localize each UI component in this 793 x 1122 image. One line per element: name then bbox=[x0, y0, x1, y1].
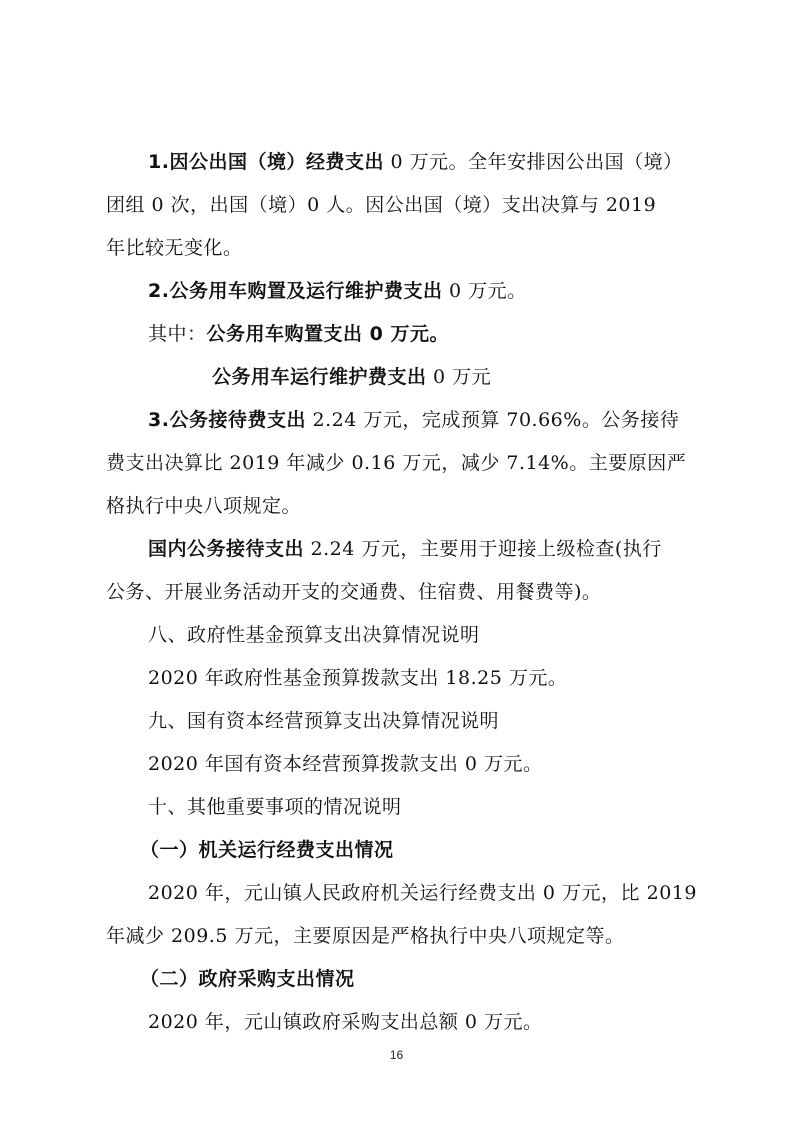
paragraph-vehicle bbox=[148, 279, 738, 303]
vehicle-expense-text: 0 万元。 bbox=[442, 280, 527, 302]
subsection-heading-10-2: （二）政府采购支出情况 bbox=[140, 968, 355, 990]
paragraph-10-1-line-1: 2020 年，元山镇人民政府机关运行经费支出 0 万元，比 2019 bbox=[148, 882, 697, 904]
of-which-label: 其中： bbox=[148, 323, 207, 345]
domestic-reception-text: 2.24 万元，主要用于迎接上级检查(执行 bbox=[304, 538, 662, 560]
paragraph-10-2: 2020 年，元山镇政府采购支出总额 0 万元。 bbox=[148, 1011, 543, 1033]
page-number: 16 bbox=[389, 1048, 404, 1062]
paragraph-overseas-line-1 bbox=[148, 150, 738, 174]
reception-expense-heading: 3.公务接待费支出 bbox=[148, 409, 306, 431]
vehicle-purchase-text: 公务用车购置支出 0 万元。 bbox=[206, 323, 449, 345]
paragraph-section-8: 2020 年政府性基金预算拨款支出 18.25 万元。 bbox=[148, 667, 568, 689]
paragraph-section-9: 2020 年国有资本经营预算拨款支出 0 万元。 bbox=[148, 753, 543, 775]
paragraph-domestic-reception-line-1 bbox=[148, 537, 738, 561]
paragraph-reception-line-3: 格执行中央八项规定。 bbox=[106, 495, 302, 517]
vehicle-expense-heading: 2.公务用车购置及运行维护费支出 bbox=[148, 280, 443, 302]
subsection-heading-10-1: （一）机关运行经费支出情况 bbox=[140, 839, 394, 861]
reception-expense-text: 2.24 万元，完成预算 70.66%。公务接待 bbox=[305, 409, 680, 431]
paragraph-overseas-line-3: 年比较无变化。 bbox=[106, 237, 243, 259]
paragraph-overseas-line-2: 团组 0 次，出国（境）0 人。因公出国（境）支出决算与 2019 bbox=[106, 194, 657, 216]
paragraph-reception-line-2: 费支出决算比 2019 年减少 0.16 万元，减少 7.14%。主要原因严 bbox=[106, 452, 687, 474]
domestic-reception-heading: 国内公务接待支出 bbox=[148, 538, 305, 560]
paragraph-vehicle-maintenance bbox=[212, 365, 793, 389]
paragraph-10-1-line-2: 年减少 209.5 万元，主要原因是严格执行中央八项规定等。 bbox=[106, 925, 625, 947]
section-heading-8: 八、政府性基金预算支出决算情况说明 bbox=[148, 624, 480, 646]
paragraph-reception-line-1 bbox=[148, 408, 738, 432]
paragraph-vehicle-purchase bbox=[148, 322, 738, 346]
vehicle-maintenance-heading: 公务用车运行维护费支出 bbox=[212, 366, 427, 388]
vehicle-maintenance-text: 0 万元 bbox=[426, 366, 492, 388]
section-heading-9: 九、国有资本经营预算支出决算情况说明 bbox=[148, 710, 500, 732]
overseas-expense-text: 0 万元。全年安排因公出国（境） bbox=[383, 151, 683, 173]
section-heading-10: 十、其他重要事项的情况说明 bbox=[148, 796, 402, 818]
paragraph-domestic-reception-line-2: 公务、开展业务活动开支的交通费、住宿费、用餐费等)。 bbox=[106, 581, 602, 603]
overseas-expense-heading: 1.因公出国（境）经费支出 bbox=[148, 151, 384, 173]
